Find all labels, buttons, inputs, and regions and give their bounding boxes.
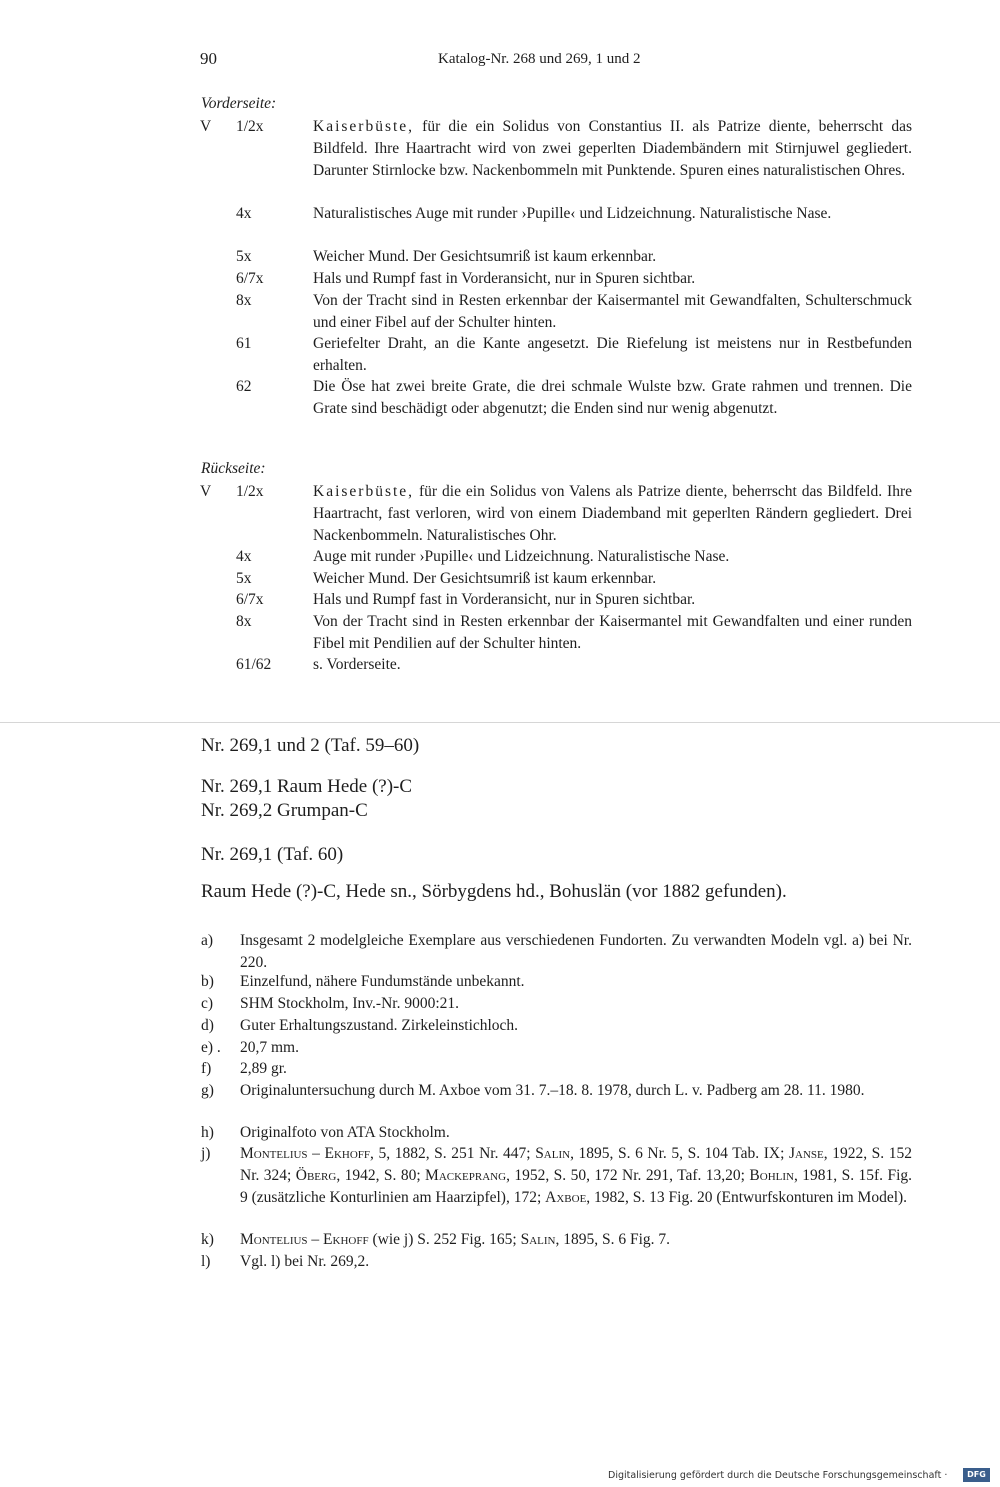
heading-269-1-2: Nr. 269,1 und 2 (Taf. 59–60) (201, 735, 420, 756)
item-g-letter: g) (201, 1082, 214, 1099)
item-f-letter: f) (201, 1060, 212, 1077)
dfg-logo: DFG (963, 1468, 990, 1482)
item-h-text: Originalfoto von ATA Stockholm. (240, 1124, 450, 1141)
item-h-letter: h) (201, 1124, 214, 1141)
reverse-desc-3: Weicher Mund. Der Gesichtsumriß ist kaum erkennbar. (313, 570, 657, 587)
obverse-desc-4: Hals und Rumpf fast in Vorderansicht, nur in Spuren sichtbar. (313, 270, 696, 287)
page-number: 90 (200, 49, 217, 68)
obverse-code-7: 62 (236, 378, 252, 395)
author-montelius-ekhoff: Montelius – Ekhoff (240, 1145, 371, 1162)
obverse-desc-2: Naturalistisches Auge mit runder ›Pupille‹ und Lidzeichnung. Naturalistische Nase. (313, 205, 832, 222)
item-a (201, 930, 912, 974)
reverse-code-4: 6/7x (236, 591, 264, 608)
obverse-desc-1-text: für die ein Solidus von Constantius II. als Patrize diente, beherrscht das Bildfeld. Ihre Haartracht wird von zwei geperlten Diadembändern mit Stirnjuwel gegliedert. Darunter Stirnlocke bzw. Nackenbommeln mit Punktende. Spuren eines naturalistischen Ohres. (313, 118, 912, 179)
obverse-entry-1 (200, 116, 912, 181)
citation-text: , 1982, S. 13 Fig. 20 (Entwurfskonturen im Model). (586, 1188, 908, 1206)
obverse-code-2: 4x (236, 205, 252, 222)
item-f (201, 1058, 912, 1080)
section-divider (0, 722, 1000, 723)
heading-269-2: Nr. 269,2 Grumpan-C (201, 800, 368, 821)
obverse-entry-5 (200, 290, 912, 334)
item-g-text: Originaluntersuchung durch M. Axboe vom 31. 7.–18. 8. 1978, durch L. v. Padberg am 28. 11. 1980. (240, 1082, 865, 1099)
obverse-desc-3: Weicher Mund. Der Gesichtsumriß ist kaum erkennbar. (313, 248, 657, 265)
obverse-entry-6 (200, 333, 912, 377)
item-l-letter: l) (201, 1253, 211, 1270)
reverse-entry-5 (200, 611, 912, 655)
reverse-desc-4: Hals und Rumpf fast in Vorderansicht, nur in Spuren sichtbar. (313, 591, 696, 608)
item-l-text: Vgl. l) bei Nr. 269,2. (240, 1253, 370, 1270)
citation-text: , 1895, S. 6 Fig. 7. (555, 1231, 671, 1248)
item-j-text (240, 1143, 912, 1208)
author-axboe: Axboe (545, 1188, 587, 1206)
reverse-desc-2: Auge mit runder ›Pupille‹ und Lidzeichnung. Naturalistische Nase. (313, 548, 730, 565)
item-b (201, 971, 912, 993)
item-b-letter: b) (201, 973, 214, 990)
obverse-entry-3 (200, 246, 912, 268)
obverse-entry-7 (200, 376, 912, 420)
author-salin: Salin (520, 1231, 556, 1248)
heading-269-1-plate: Nr. 269,1 (Taf. 60) (201, 844, 344, 865)
obverse-desc-5: Von der Tracht sind in Resten erkennbar der Kaisermantel mit Gewandfalten, Schulterschmuck und einer Fibel auf der Schulter hinten. (313, 292, 912, 331)
reverse-entry-3 (200, 568, 912, 590)
reverse-entry-2 (200, 546, 912, 568)
item-k (201, 1229, 912, 1251)
item-a-letter: a) (201, 932, 214, 949)
reverse-label: Rückseite: (201, 460, 266, 477)
reverse-desc-1 (313, 481, 912, 546)
obverse-desc-7: Die Öse hat zwei breite Grate, die drei schmale Wulste bzw. Grate rahmen und trennen. Die Grate sind beschädigt oder abgenutzt; die Enden sind nur wenig abgenutzt. (313, 378, 912, 417)
item-e (201, 1037, 912, 1059)
obverse-spaced-term: Kaiserbüste, (313, 118, 415, 135)
obverse-desc-6: Geriefelter Draht, an die Kante angesetzt. Die Riefelung ist meistens nur in Restbefunden erhalten. (313, 335, 912, 374)
obverse-entry-4 (200, 268, 912, 290)
author-janse: Janse (788, 1145, 824, 1162)
item-f-text: 2,89 gr. (240, 1060, 287, 1077)
citation-text: (wie j) S. 252 Fig. 165; (368, 1231, 521, 1248)
item-h (201, 1122, 912, 1144)
item-d (201, 1015, 912, 1037)
item-d-text: Guter Erhaltungszustand. Zirkeleinstichloch. (240, 1017, 519, 1034)
reverse-desc-6: s. Vorderseite. (313, 656, 401, 673)
reverse-code-6: 61/62 (236, 656, 272, 673)
author-bohlin: Bohlin (749, 1166, 794, 1184)
reverse-code-2: 4x (236, 548, 252, 565)
item-k-text (240, 1229, 912, 1251)
citation-text: , 1895, S. 6 Nr. 5, S. 104 Tab. IX; (570, 1145, 789, 1162)
citation-text: , 1981, S. 15f. Fig. 9 (zusätzliche Konturlinien am Haarzipfel), 172; (240, 1166, 912, 1206)
reverse-code-5: 8x (236, 613, 252, 630)
obverse-desc-1 (313, 116, 912, 181)
citation-text: , 1942, S. 80; (336, 1166, 426, 1184)
item-l (201, 1251, 912, 1273)
obverse-code-3: 5x (236, 248, 252, 265)
item-j (201, 1143, 912, 1208)
reverse-desc-1-text: für die ein Solidus von Valens als Patrize diente, beherrscht das Bildfeld. Ihre Haartracht, fast verloren, wird von einem Diademband mit geperlten Rändern gegliedert. Drei Nackenbommeln. Naturalistisches Ohr. (313, 483, 912, 544)
item-e-letter: e) . (201, 1039, 221, 1056)
item-k-letter: k) (201, 1231, 214, 1248)
reverse-v-marker: V (200, 483, 212, 500)
obverse-code-4: 6/7x (236, 270, 264, 287)
reverse-desc-5: Von der Tracht sind in Resten erkennbar der Kaisermantel mit Gewandfalten und einer runden Fibel mit Pendilien auf der Schulter hinten. (313, 613, 912, 652)
find-location: Raum Hede (?)-C, Hede sn., Sörbygdens hd., Bohuslän (vor 1882 gefunden). (201, 881, 787, 902)
author-salin: Salin (535, 1145, 571, 1162)
item-a-text: Insgesamt 2 modelgleiche Exemplare aus verschiedenen Fundorten. Zu verwandten Modeln vgl. a) bei Nr. 220. (240, 932, 912, 971)
citation-text: , 1952, S. 50, 172 Nr. 291, Taf. 13,20; (506, 1166, 750, 1184)
citation-text: , 1922, S. 152 Nr. 324; (240, 1145, 912, 1184)
obverse-code-6: 61 (236, 335, 252, 352)
obverse-v-marker: V (200, 118, 212, 135)
reverse-entry-4 (200, 589, 912, 611)
item-b-text: Einzelfund, nähere Fundumstände unbekannt. (240, 973, 525, 990)
heading-269-1: Nr. 269,1 Raum Hede (?)-C (201, 776, 413, 797)
obverse-entry-2 (200, 203, 912, 225)
item-c-letter: c) (201, 995, 214, 1012)
obverse-code-5: 8x (236, 292, 252, 309)
author-mackeprang: Mackeprang (425, 1166, 507, 1184)
reverse-entry-1 (200, 481, 912, 546)
item-c-text: SHM Stockholm, Inv.-Nr. 9000:21. (240, 995, 460, 1012)
author-oberg: Öberg (295, 1166, 337, 1184)
obverse-label: Vorderseite: (201, 95, 277, 112)
reverse-entry-6 (200, 654, 912, 676)
reverse-spaced-term: Kaiserbüste, (313, 483, 415, 500)
reverse-code-3: 5x (236, 570, 252, 587)
item-c (201, 993, 912, 1015)
footer-credit: Digitalisierung gefördert durch die Deutsche Forschungsgemeinschaft · (608, 1470, 948, 1481)
item-g (201, 1080, 912, 1102)
author-montelius-ekhoff: Montelius – Ekhoff (240, 1231, 369, 1248)
obverse-code-1: 1/2x (236, 118, 264, 135)
item-d-letter: d) (201, 1017, 214, 1034)
citation-text: , 5, 1882, S. 251 Nr. 447; (370, 1145, 536, 1162)
reverse-code-1: 1/2x (236, 483, 264, 500)
item-j-letter: j) (201, 1145, 211, 1162)
item-e-text: 20,7 mm. (240, 1039, 299, 1056)
running-head: Katalog-Nr. 268 und 269, 1 und 2 (438, 51, 641, 67)
